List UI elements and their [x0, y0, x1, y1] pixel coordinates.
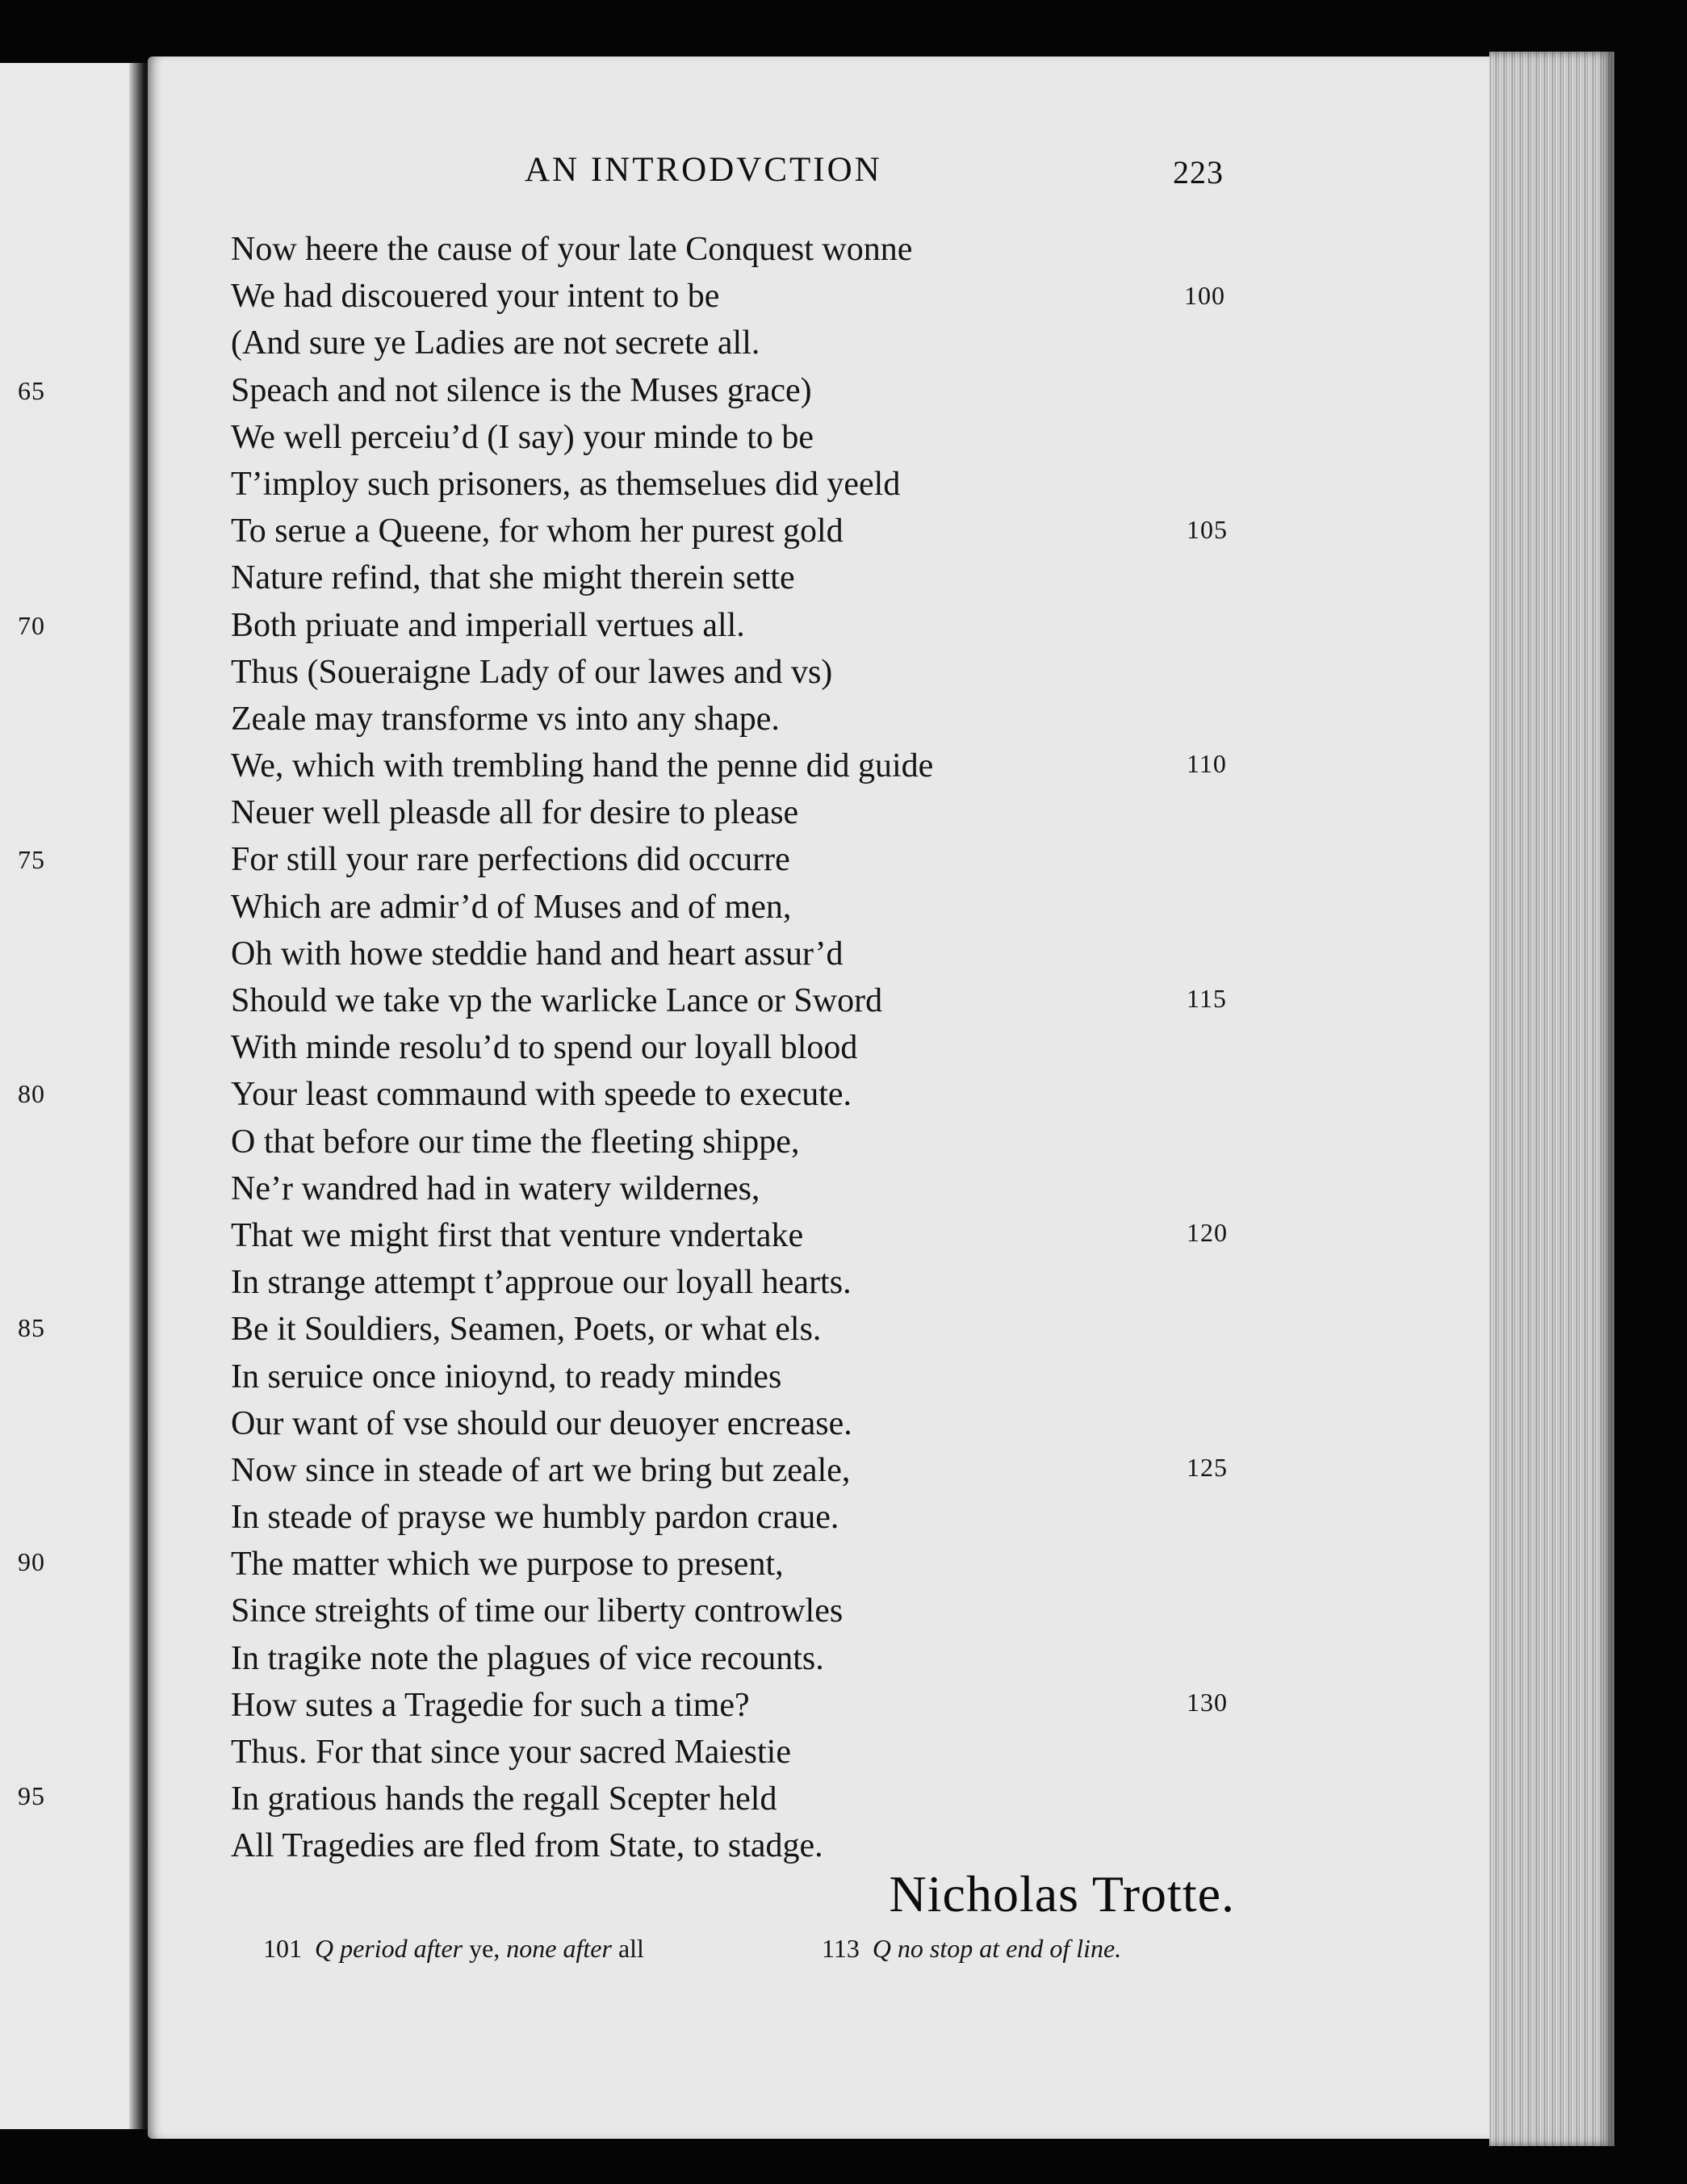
- verse-line: We had discouered your intent to be: [231, 278, 720, 316]
- verse-line: Your least commaund with speede to execute.: [231, 1076, 852, 1114]
- verse-line: Thus (Soueraigne Lady of our lawes and vs): [231, 653, 833, 691]
- footnote-text: all: [611, 1934, 644, 1963]
- verse-line: Neuer well pleasde all for desire to please: [231, 794, 799, 832]
- line-number-left: 95: [18, 1781, 45, 1810]
- verse-line: Be it Souldiers, Seamen, Poets, or what els.: [231, 1311, 822, 1349]
- verse-line: O that before our time the fleeting shippe,: [231, 1123, 800, 1161]
- verse-line: In tragike note the plagues of vice recounts.: [231, 1639, 824, 1677]
- line-number-left: 85: [18, 1313, 45, 1342]
- verse-line: With minde resolu’d to spend our loyall blood: [231, 1029, 858, 1067]
- verse-line: Since streights of time our liberty controwles: [231, 1592, 844, 1630]
- verse-line: T’imploy such prisoners, as themselues did yeeld: [231, 465, 901, 503]
- line-number-right: 115: [1187, 984, 1227, 1013]
- verse-line: Our want of vse should our deuoyer encrease.: [231, 1404, 852, 1442]
- verse-line: Should we take vp the warlicke Lance or Sword: [231, 982, 883, 1019]
- verse-line: Both priuate and imperiall vertues all.: [231, 606, 745, 644]
- line-number-right: 120: [1187, 1218, 1228, 1247]
- line-number-left: 65: [18, 376, 45, 405]
- line-number-left: 75: [18, 845, 45, 874]
- line-number-left: 70: [18, 611, 45, 640]
- verse-line: All Tragedies are fled from State, to stadge.: [231, 1827, 823, 1865]
- verse-line: In seruice once inioynd, to ready mindes: [231, 1358, 782, 1395]
- footnote-number: 101: [263, 1934, 302, 1963]
- verse-line: Oh with howe steddie hand and heart assur’d: [231, 935, 844, 973]
- line-number-right: 125: [1187, 1453, 1228, 1482]
- verse-line: How sutes a Tragedie for such a time?: [231, 1686, 750, 1724]
- verse-line: For still your rare perfections did occurre: [231, 841, 790, 879]
- verse-line: We well perceiu’d (I say) your minde to be: [231, 418, 814, 456]
- line-number-left: 80: [18, 1079, 45, 1108]
- footnote: [263, 1934, 644, 1964]
- verse-line: We, which with trembling hand the penne did guide: [231, 747, 934, 785]
- verse-line: Speach and not silence is the Muses grace): [231, 371, 812, 409]
- footnote: [822, 1934, 1121, 1964]
- page-edges: [1489, 52, 1614, 2146]
- footnote-text: ye,: [463, 1934, 507, 1963]
- verse-line: That we might first that venture vndertake: [231, 1216, 804, 1254]
- verse-block: [231, 226, 933, 1870]
- footnote-note: Q period after: [315, 1934, 463, 1963]
- footnote-note: none after: [506, 1934, 612, 1963]
- line-number-right: 100: [1184, 281, 1225, 310]
- verse-line: Thus. For that since your sacred Maiestie: [231, 1734, 791, 1771]
- line-number-left: 90: [18, 1547, 45, 1576]
- running-head: AN INTRODVCTION: [525, 151, 882, 189]
- page-number: 223: [1173, 154, 1224, 190]
- verse-line: Nature refind, that she might therein sette: [231, 559, 795, 597]
- verse-line: Now since in steade of art we bring but zeale,: [231, 1451, 851, 1489]
- line-number-right: 130: [1187, 1688, 1228, 1717]
- verse-line: In strange attempt t’approue our loyall hearts.: [231, 1264, 852, 1302]
- verse-line: (And sure ye Ladies are not secrete all.: [231, 324, 760, 362]
- footnote-note: Q no stop at end of line.: [872, 1934, 1122, 1963]
- verse-line: Now heere the cause of your late Conquest wonne: [231, 231, 913, 268]
- verse-line: To serue a Queene, for whom her purest gold: [231, 513, 844, 550]
- line-number-right: 110: [1187, 749, 1227, 778]
- verse-line: Ne’r wandred had in watery wildernes,: [231, 1169, 760, 1207]
- verse-line: In gratious hands the regall Scepter held: [231, 1780, 777, 1818]
- line-number-right: 105: [1187, 515, 1228, 544]
- signature: Nicholas Trotte.: [889, 1865, 1235, 1923]
- verse-line: In steade of prayse we humbly pardon craue.: [231, 1499, 839, 1537]
- footnote-number: 113: [822, 1934, 860, 1963]
- verse-line: Zeale may transforme vs into any shape.: [231, 700, 780, 738]
- verse-line: The matter which we purpose to present,: [231, 1546, 784, 1584]
- verse-line: Which are admir’d of Muses and of men,: [231, 888, 792, 926]
